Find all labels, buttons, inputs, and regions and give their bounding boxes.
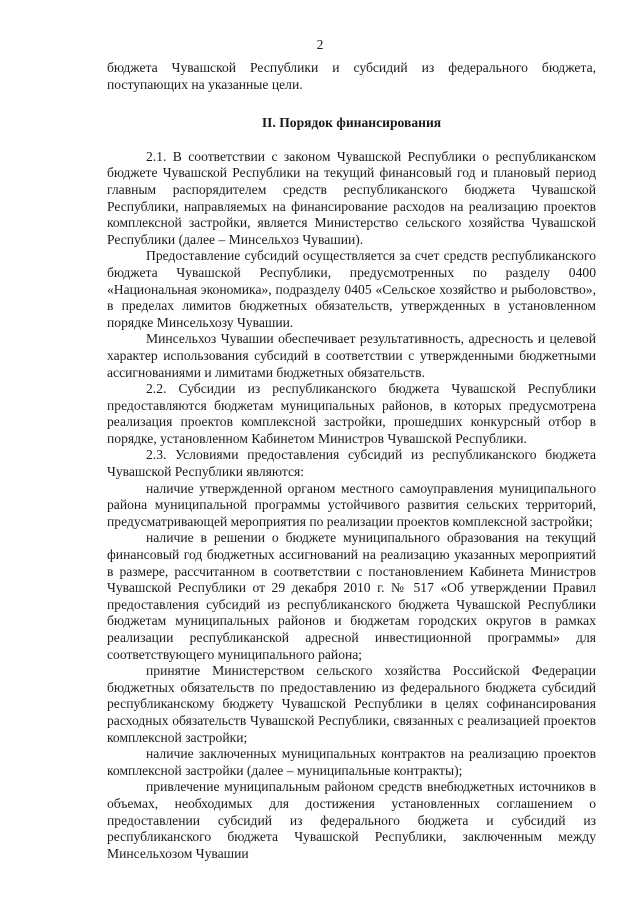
condition-federal-obligations: принятие Министерством сельского хозяйства Российской Федерации бюджетных обязательств по предоставлению из федерального бюджета субсидий республиканскому бюджету Чувашской Республики в целях софинансирования расходных обязательств Чувашской Республики, связанных с реализацией проектов комплексной застройки; <box>107 663 596 745</box>
paragraph-2-3: 2.3. Условиями предоставления субсидий из республиканского бюджета Чувашской Республики являются: <box>107 447 596 480</box>
paragraph-ministry-responsibility: Минсельхоз Чувашии обеспечивает результативность, адресность и целевой характер использования субсидий в соответствии с утвержденными бюджетными ассигнованиями и лимитами бюджетных обязательств. <box>107 331 596 380</box>
condition-extrabudgetary-funds: привлечение муниципальным районом средств внебюджетных источников в объемах, необходимых для достижения установленных соглашением о предоставлении субсидий из федерального бюджета и субсидий из республиканского бюджета Чувашской Республики, заключенным между Минсельхозом Чувашии <box>107 779 596 861</box>
paragraph-2-2: 2.2. Субсидии из республиканского бюджета Чувашской Республики предоставляются бюджетам муниципальных районов, в которых предусмотрена реализация проектов комплексной застройки, прошедших конкурсный отбор в порядке, установленном Кабинетом Министров Чувашской Республики. <box>107 381 596 446</box>
intro-fragment: бюджета Чувашской Республики и субсидий из федерального бюджета, поступающих на указанные цели. <box>107 60 596 92</box>
paragraph-subsidy-source: Предоставление субсидий осуществляется за счет средств республиканского бюджета Чувашской Республики, предусмотренных по разделу 0400 «Национальная экономика», подразделу 0405 «Сельское хозяйство и рыболовство», в пределах лимитов бюджетных обязательств, утвержденных в установленном порядке Минсельхозу Чувашии. <box>107 248 596 330</box>
page-number: 2 <box>316 37 324 52</box>
paragraph-2-1: 2.1. В соответствии с законом Чувашской Республики о республиканском бюджете Чувашской Республики на текущий финансовый год и плановый период главным распорядителем средств республиканского бюджета Чувашской Республики, направляемых на финансирование расходов на реализацию проектов комплексной застройки, является Министерство сельского хозяйства Чувашской Республики (далее – Минсельхоз Чувашии). <box>107 148 596 247</box>
condition-municipal-program: наличие утвержденной органом местного самоуправления муниципального района муниципальной программы устойчивого развития сельских территорий, предусматривающей мероприятия по реализации проектов комплексной застройки; <box>107 480 596 529</box>
document-body <box>107 60 596 862</box>
condition-budget-allocations: наличие в решении о бюджете муниципального образования на текущий финансовый год бюджетных ассигнований на реализацию указанных мероприятий в размере, рассчитанном в соответствии с постановлением Кабинета Министров Чувашской Республики от 29 декабря 2010 г. № 517 «Об утверждении Правил предоставления субсидий из республиканского бюджета Чувашской Республики бюджетам муниципальных районов и бюджетам городских округов в рамках реализации республиканской адресной инвестиционной программы» для соответствующего муниципального района; <box>107 530 596 662</box>
condition-municipal-contracts: наличие заключенных муниципальных контрактов на реализацию проектов комплексной застройки (далее – муниципальные контракты); <box>107 746 596 778</box>
section-title: II. Порядок финансирования <box>261 115 442 131</box>
